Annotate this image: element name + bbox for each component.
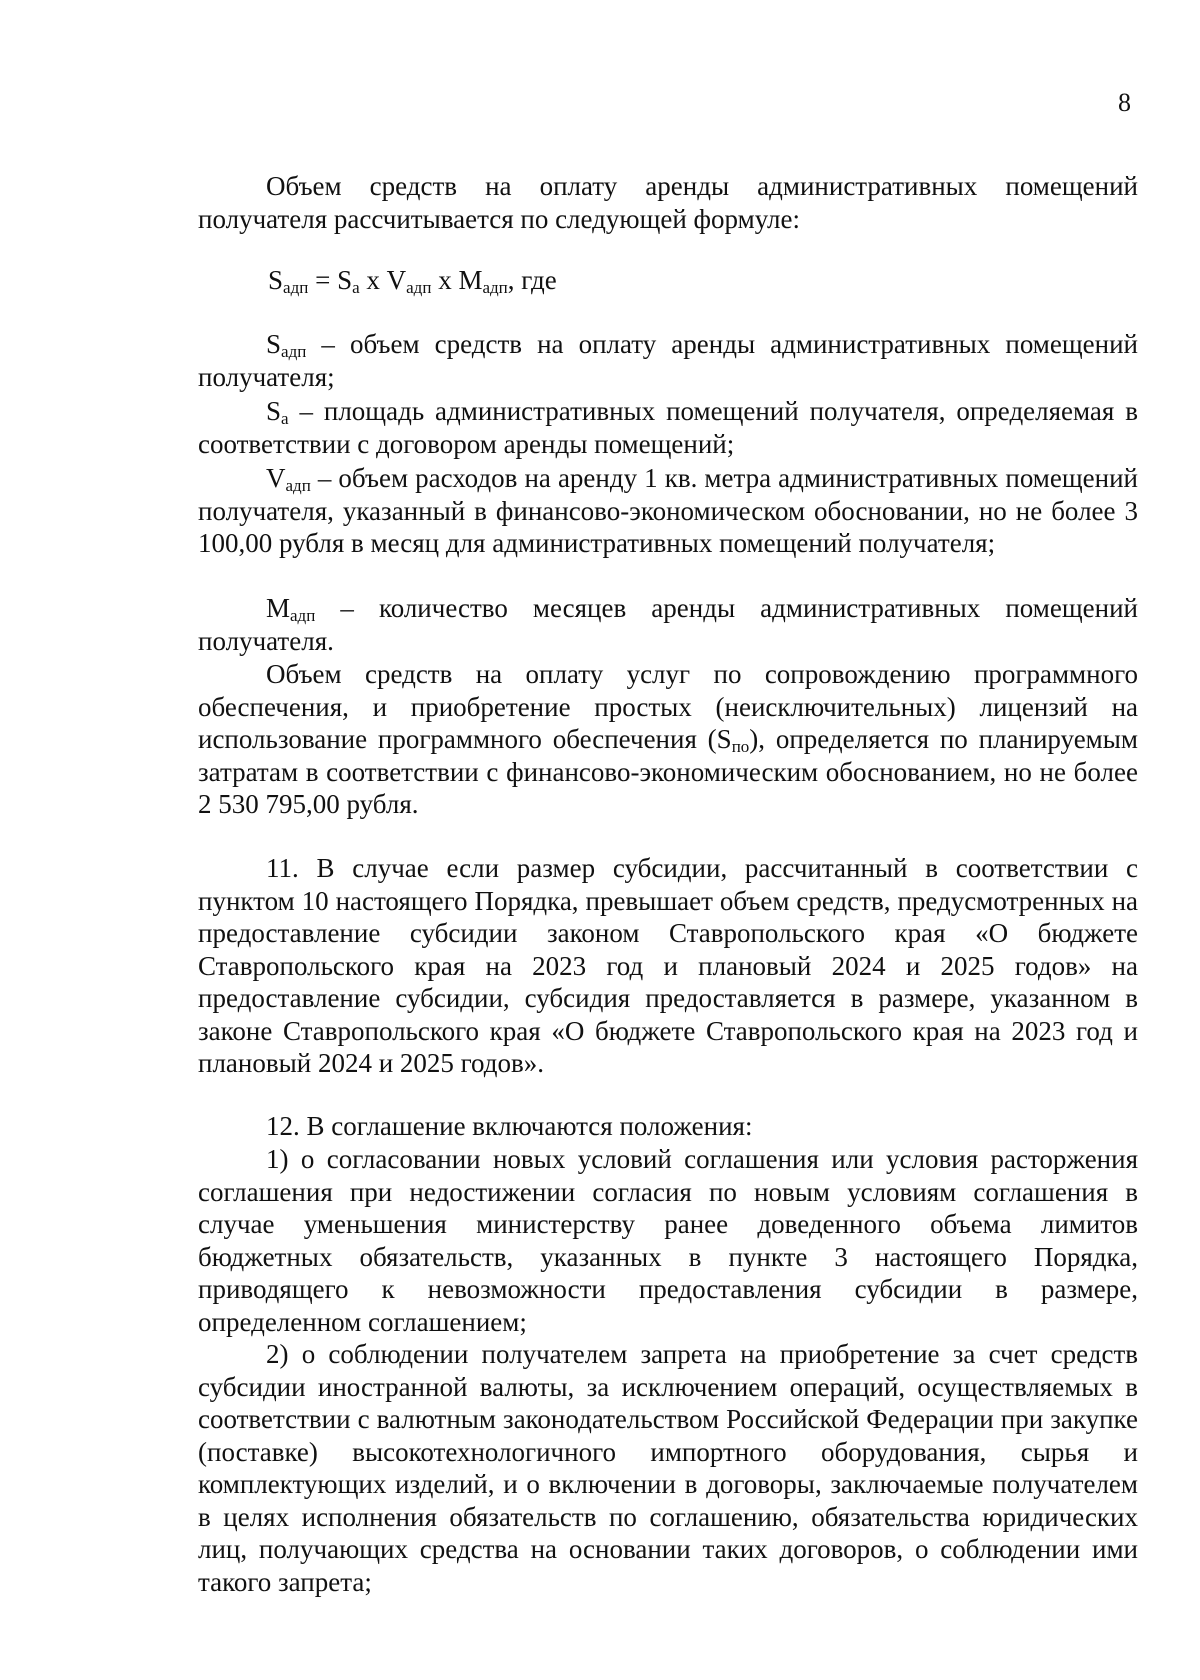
item-12-subitem-1: 1) о согласовании новых условий соглашения или условия расторжения соглашения при недостижении согласия по новым условиям соглашения в случае уменьшения министерству ранее доведенного объема лимитов бюджетных обязательств, указанных в пункте 3 настоящего Порядка, приводящего к невозможности предоставления субсидии в размере, определенном соглашением;	[198, 1144, 1138, 1337]
item-12-heading: 12. В соглашение включаются положения:	[266, 1111, 753, 1141]
definition-s-adp: $S_{адп}$ – объем средств на оплату аренды административных помещений получателя;	[198, 329, 1138, 392]
definition-m-adp: $M_{адп}$ – количество месяцев аренды административных помещений получателя.	[198, 593, 1138, 656]
formula-term-area: $S_а$	[337, 265, 360, 297]
formula-term-rate: $V_{адп}$	[386, 265, 432, 297]
definition-v-adp: $V_{адп}$ – объем расходов на аренду 1 кв. метра административных помещений получателя, указанный в финансово-экономическом обосновании, но не более 3 100,00 рубля в месяц для административных помещений получателя;	[198, 463, 1138, 558]
item-11-paragraph: 11. В случае если размер субсидии, рассчитанный в соответствии с пунктом 10 настоящего Порядка, превышает объем средств, предусмотренных на предоставление субсидии законом Ставропольского края «О бюджете Ставропольского края на 2023 год и плановый 2024 и 2025 годов» на предоставление субсидии, субсидия предоставляется в размере, указанном в законе Ставропольского края «О бюджете Ставропольского края на 2023 год и плановый 2024 и 2025 годов».	[198, 853, 1138, 1078]
formula-term-months: $M_{адп}$	[458, 265, 508, 297]
formula-lhs: $S_{адп}$	[268, 265, 309, 297]
intro-paragraph: Объем средств на оплату аренды административных помещений получателя рассчитывается по следующей формуле:	[198, 171, 1138, 234]
page-number: 8	[1118, 88, 1131, 117]
rent-formula: $S_{адп} = S_а$ х $V_{адп}$ х $M_{адп}$, где	[268, 265, 557, 297]
item-12-subitem-2: 2) о соблюдении получателем запрета на приобретение за счет средств субсидии иностранной валюты, за исключением операций, осуществляемых в соответствии с валютным законодательством Российской Федерации при закупке (поставке) высокотехнологичного импортного оборудования, сырья и комплектующих изделий, и о включении в договоры, заключаемые получателем в целях исполнения обязательств по соглашению, обязательства юридических лиц, получающих средства на основании таких договоров, о соблюдении ими такого запрета;	[198, 1339, 1138, 1597]
software-paragraph: Объем средств на оплату услуг по сопровождению программного обеспечения, и приобретение простых (неисключительных) лицензий на использование программного обеспечения $(S_{по})$, определяется по планируемым затратам в соответствии с финансово-экономическим обоснованием, но не более 2 530 795,00 рубля.	[198, 659, 1138, 819]
definition-s-a: $S_а$ – площадь административных помещений получателя, определяемая в соответствии с договором аренды помещений;	[198, 396, 1138, 459]
